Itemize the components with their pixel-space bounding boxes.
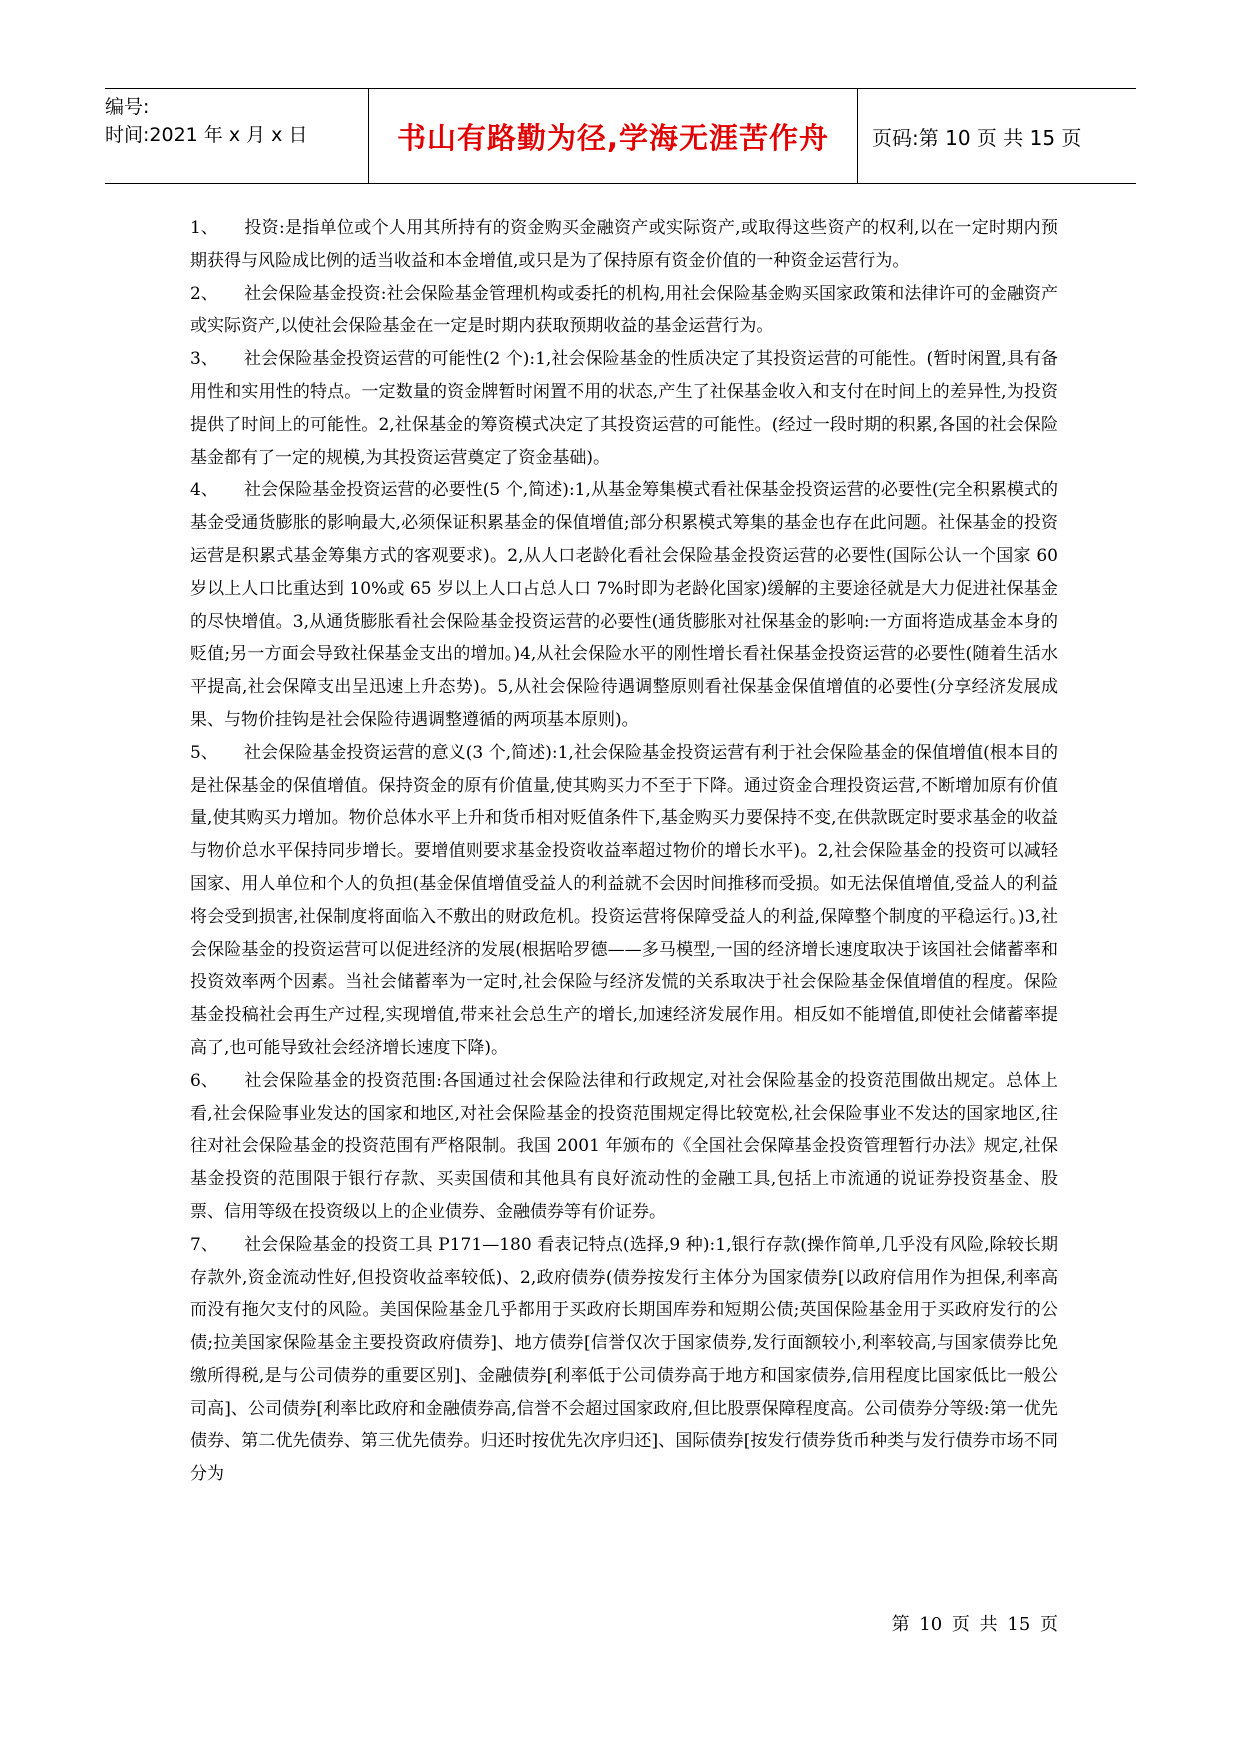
paragraph-text: 社会保险基金投资运营的意义(3 个,简述):1,社会保险基金投资运营有利于社会保险基金的保值增值(根本目的是社保基金的保值增值。保持资金的原有价值量,使其购买力不至于下降。通过资金合理投资运营,不断增加原有价值量,使其购买力增加。物价总体水平上升和货币相对贬值条件下,基金购买力要保持不变,在供款既定时要求基金的收益与物价总水平保持同步增长。要增值则要求基金投资收益率超过物价的增长水平)。2,社会保险基金的投资可以减轻国家、用人单位和个人的负担(基金保值增值受益人的利益就不会因时间推移而受损。如无法保值增值,受益人的利益将会受到损害,社保制度将面临入不敷出的财政危机。投资运营将保障受益人的利益,保障整个制度的平稳运行。)3,社会保险基金的投资运营可以促进经济的发展(根据哈罗德——多马模型,一国的经济增长速度取决于该国社会储蓄率和投资效率两个因素。当社会储蓄率为一定时,社会保险与经济发慌的关系取决于社会保险基金保值增值的程度。保险基金投稿社会再生产过程,实现增值,带来社会总生产的增长,加速经济发展作用。相反如不能增值,即使社会储蓄率提高了,也可能导致社会经济增长速度下降)。 (190, 742, 1058, 1058)
paragraph-text: 社会保险基金的投资工具 P171—180 看表记特点(选择,9 种):1,银行存款(操作简单,几乎没有风险,除较长期存款外,资金流动性好,但投资收益率较低)、2,政府债券(债券按发行主体分为国家债券[以政府信用作为担保,利率高而没有拖欠支付的风险。美国保险基金几乎都用于买政府长期国库券和短期公债;英国保险基金用于买政府发行的公债;拉美国家保险基金主要投资政府债券]、地方债券[信誉仅次于国家债券,发行面额较小,利率较高,与国家债券比免缴所得税,是与公司债券的重要区别]、金融债券[利率低于公司债券高于地方和国家债券,信用程度比国家低比一般公司高]、公司债券[利率比政府和金融债券高,信誉不会超过国家政府,但比股票保障程度高。公司债券分等级:第一优先债券、第二优先债券、第三优先债券。归还时按优先次序归还]、国际债券[按发行债券货币种类与发行债券市场不同分为 (190, 1234, 1058, 1485)
paragraph (190, 278, 1058, 344)
paragraph-text: 投资:是指单位或个人用其所持有的资金购买金融资产或实际资产,或取得这些资产的权利,以在一定时期内预期获得与风险成比例的适当收益和本金增值,或只是为了保持原有资金价值的一种资金运营行为。 (190, 218, 1058, 271)
paragraph-number: 7、 (190, 1234, 218, 1255)
paragraph (190, 474, 1058, 736)
paragraph-text: 社会保险基金的投资范围:各国通过社会保险法律和行政规定,对社会保险基金的投资范围做出规定。总体上看,社会保险事业发达的国家和地区,对社会保险基金的投资范围规定得比较宽松,社会保险事业不发达的国家地区,往往对社会保险基金的投资范围有严格限制。我国 2001 年颁布的《全国社会保障基金投资管理暂行办法》规定,社保基金投资的范围限于银行存款、买卖国债和其他具有良好流动性的金融工具,包括上市流通的说证券投资基金、股票、信用等级在投资级以上的企业债券、金融债券等有价证券。 (190, 1070, 1058, 1222)
header-motto: 书山有路勤为径,学海无涯苦作舟 (396, 120, 830, 155)
document-number-label: 编号: (105, 96, 150, 118)
paragraph (190, 737, 1058, 1065)
page-header (105, 88, 1136, 184)
header-meta (105, 89, 368, 183)
paragraph-number: 3、 (190, 349, 218, 370)
paragraph-text: 社会保险基金投资运营的必要性(5 个,简述):1,从基金筹集模式看社保基金投资运营的必要性(完全积累模式的基金受通货膨胀的影响最大,必须保证积累基金的保值增值;部分积累模式筹集的基金也存在此问题。社保基金的投资运营是积累式基金筹集方式的客观要求)。2,从人口老龄化看社会保险基金投资运营的必要性(国际公认一个国家 60 岁以上人口比重达到 10%或 65 岁以上人口占总人口 7%时即为老龄化国家)缓解的主要途径就是大力促进社保基金的尽快增值。3,从通货膨胀看社会保险基金投资运营的必要性(通货膨胀对社保基金的影响:一方面将造成基金本身的贬值;另一方面会导致社保基金支出的增加。)4,从社会保险水平的刚性增长看社保基金投资运营的必要性(随着生活水平提高,社会保障支出呈迅速上升态势)。5,从社会保险待遇调整原则看社保基金保值增值的必要性(分享经济发展成果、与物价挂钩是社会保险待遇调整遵循的两项基本原则)。 (190, 480, 1058, 730)
paragraph (190, 1229, 1058, 1491)
paragraph (190, 212, 1058, 278)
header-page-label: 页码:第 10 页 共 15 页 (872, 125, 1082, 150)
paragraph-text: 社会保险基金投资:社会保险基金管理机构或委托的机构,用社会保险基金购买国家政策和法律许可的金融资产或实际资产,以使社会保险基金在一定是时期内获取预期收益的基金运营行为。 (190, 283, 1058, 337)
paragraph-text: 社会保险基金投资运营的可能性(2 个):1,社会保险基金的性质决定了其投资运营的可能性。(暂时闲置,具有备用性和实用性的特点。一定数量的资金牌暂时闲置不用的状态,产生了社保基金收入和支付在时间上的差异性,为投资提供了时间上的可能性。2,社保基金的筹资模式决定了其投资运营的可能性。(经过一段时期的积累,各国的社会保险基金都有了一定的规模,为其投资运营奠定了资金基础)。 (190, 349, 1058, 468)
paragraph-number: 1、 (190, 218, 218, 238)
header-page-cell (858, 89, 1136, 183)
paragraph-number: 6、 (190, 1070, 218, 1091)
paragraph-number: 5、 (190, 742, 218, 763)
paragraph (190, 1065, 1058, 1229)
header-motto-cell (368, 89, 858, 183)
document-time-label: 时间:2021 年 x 月 x 日 (105, 124, 308, 146)
paragraph-number: 2、 (190, 283, 218, 304)
page-footer: 第 10 页 共 15 页 (891, 1614, 1058, 1635)
document-body (190, 212, 1058, 1491)
paragraph (190, 343, 1058, 474)
paragraph-number: 4、 (190, 480, 218, 501)
